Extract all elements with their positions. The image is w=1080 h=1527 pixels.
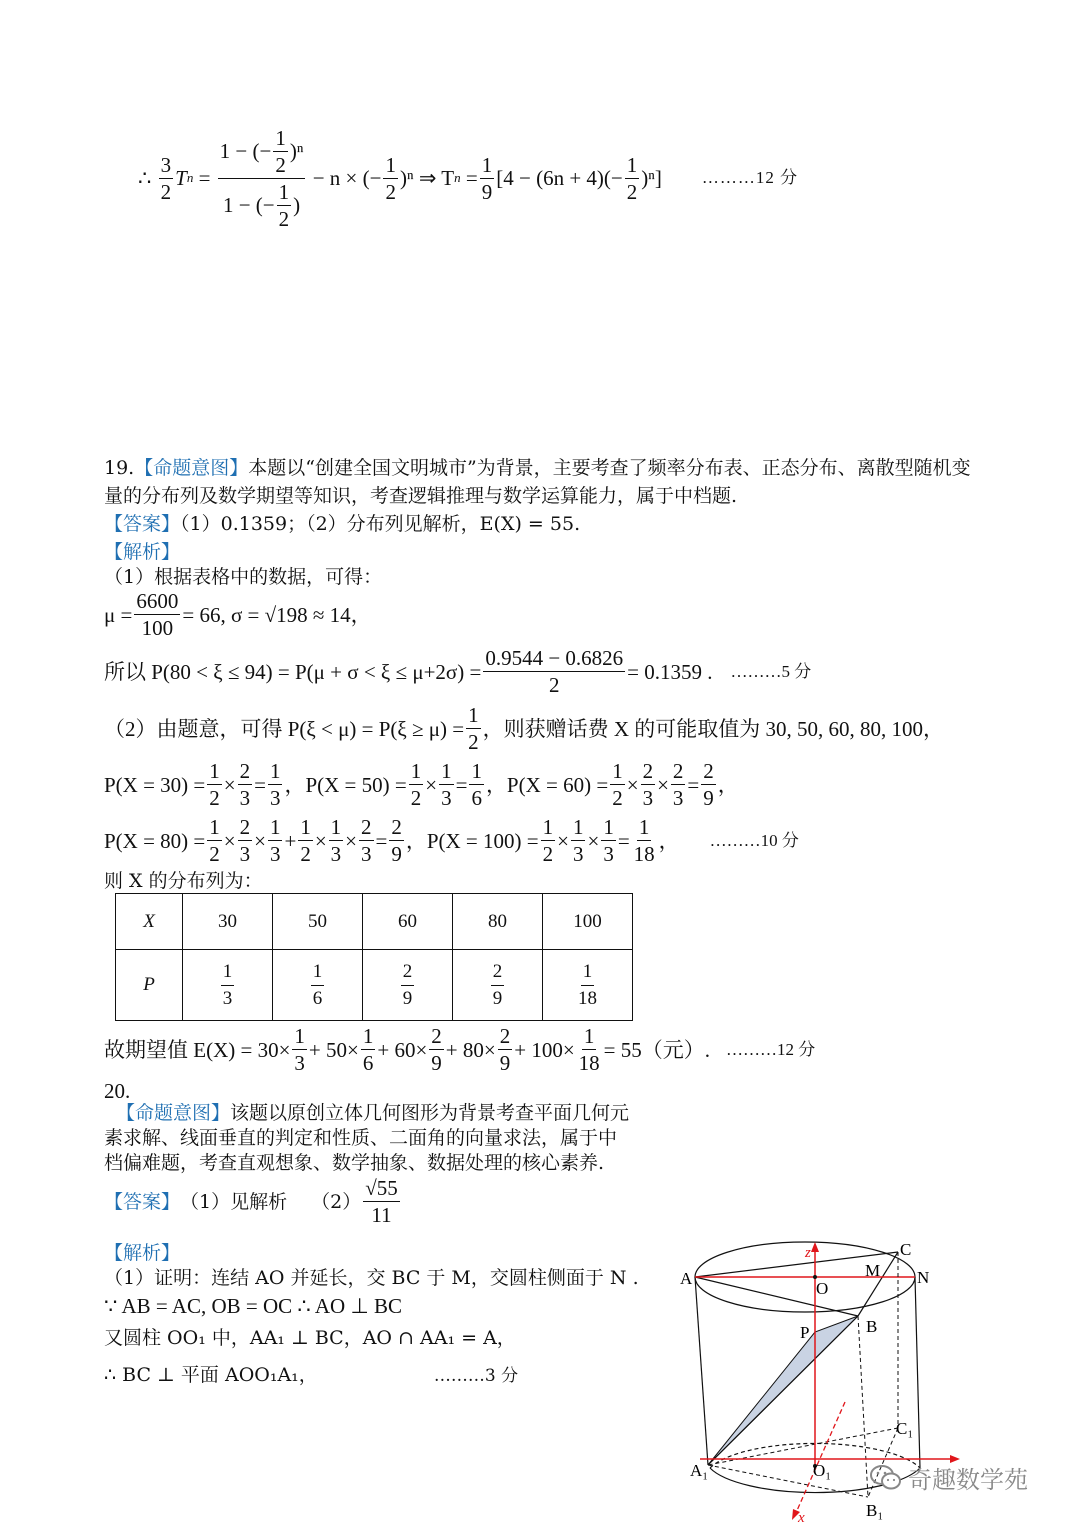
q20-answer-2: （2） — [311, 1190, 362, 1213]
mu-equation — [104, 588, 372, 641]
f-2-3: $\frac{2}{3}$ — [239, 759, 251, 810]
minus-n: − n × (− — [312, 166, 382, 190]
sqrt55-num: √55 — [365, 1176, 398, 1200]
proof-line4 — [104, 1362, 518, 1389]
distribution-table — [115, 893, 633, 1021]
q20-answer-1: （1）见解析 — [180, 1190, 288, 1213]
half-num-3: 1 — [385, 152, 396, 177]
line-bb1 — [858, 1316, 868, 1497]
table-cell: $\frac{1}{3}$ — [183, 950, 273, 1021]
proof-line1: （1）证明：连结 AO 并延长，交 BC 于 M，交圆柱侧面于 N . — [104, 1267, 639, 1289]
g4: $\frac{1}{2}$ — [300, 815, 311, 866]
sqrt55-den: 11 — [371, 1203, 392, 1227]
f-2-3c: $\frac{2}{3}$ — [672, 759, 684, 810]
sqrt55-frac — [363, 1175, 400, 1228]
expectation-line — [104, 1023, 815, 1076]
q19-intent-label: 【命题意图】 — [134, 457, 249, 479]
g2: $\frac{2}{3}$ — [239, 815, 251, 866]
half-num-2: 1 — [278, 179, 290, 204]
eq-sign: = — [465, 166, 478, 190]
h3: $\frac{1}{3}$ — [603, 815, 614, 866]
z-arrow — [811, 1242, 819, 1252]
expect-rest: = 55（元）. — [603, 1037, 711, 1062]
f-1-3b: $\frac{1}{3}$ — [441, 759, 452, 810]
e1: $\frac{1}{3}$ — [294, 1024, 305, 1075]
q20-answer-label: 【答案】 — [104, 1190, 181, 1213]
implies-t: )ⁿ ⇒ T — [399, 166, 455, 190]
big-frac-num — [218, 125, 306, 179]
f-1-2c: $\frac{1}{2}$ — [612, 759, 623, 810]
f-2-9: $\frac{2}{9}$ — [703, 759, 714, 810]
g1: $\frac{1}{2}$ — [209, 815, 220, 866]
px-line2: P(X = 80) = $\frac{1}{2}$ × $\frac{2}{3}$ × $\frac{1}{3}$ + $\frac{1}{2}$ × $\frac{1}{3}$ × $\frac{2}{3}$ = $\frac{2}{9}$ ，P(X = 100) = $\frac{1}{2}$ × $\frac{1}{3}$ × $\frac{1}{3}$ = $\frac{1}{18}$ ， ………10 分 — [104, 815, 799, 866]
table-row — [116, 950, 633, 1021]
mu-den: 100 — [141, 616, 174, 640]
label-a: A — [680, 1269, 693, 1288]
half-den-3: 2 — [385, 179, 396, 204]
q20-intent-line3: 档偏难题，考查直观想象、数学抽象、数据处理的核心素养. — [104, 1152, 605, 1174]
e5: $\frac{1}{18}$ — [578, 1024, 600, 1075]
tn-equation: ∴ $\frac{3}{2}$ T n = 1 − (− $\frac{1}{2}$ )ⁿ 1 − (− $\frac{1}{2}$ ) − n × (− $\frac{1}{2}$ )ⁿ ⇒ T n = $\frac{1}{9}$ [4 − (6n + 4)(− $\frac{1}{2}$ )ⁿ] ………12 分 — [138, 125, 799, 231]
label-o1: O₁ — [813, 1461, 832, 1480]
ninth-frac — [480, 152, 495, 205]
f-2-3b: $\frac{2}{3}$ — [642, 759, 654, 810]
q20-intent-line1 — [116, 1100, 629, 1126]
g6: $\frac{2}{3}$ — [361, 815, 372, 866]
table-header-cell: 80 — [453, 894, 543, 950]
expect-t4: + 80× — [445, 1037, 496, 1062]
part2-prefix: （2）由题意，可得 P(ξ < μ) = P(ξ ≥ μ) = — [104, 716, 465, 741]
f-1-2b: $\frac{1}{2}$ — [410, 759, 422, 810]
q19-number: 19. — [104, 457, 135, 479]
table-header-cell: 50 — [273, 894, 363, 950]
mu-lhs: μ = — [104, 602, 133, 627]
table-cell: P — [116, 950, 183, 1021]
label-b: B — [866, 1317, 878, 1336]
table-header-cell: X — [116, 894, 183, 950]
q19-intent-text1: 本题以“创建全国文明城市”为背景，主要考查了频率分布表、正态分布、离散型随机变 — [248, 457, 971, 479]
num-text: 1 − (− — [219, 139, 272, 163]
g7: $\frac{2}{9}$ — [391, 815, 402, 866]
q20-intent-line2: 素求解、线面垂直的判定和性质、二面角的向量求法，属于中 — [104, 1127, 618, 1149]
part2-den: 2 — [468, 730, 479, 754]
pow-text: )ⁿ — [289, 139, 304, 163]
q20-intent-label: 【命题意图】 — [116, 1102, 231, 1124]
den-text: 1 − (− — [222, 193, 275, 217]
q20-number: 20. — [104, 1079, 131, 1103]
prob-den: 2 — [549, 673, 560, 697]
label-p: P — [800, 1323, 810, 1342]
mu-num: 6600 — [136, 589, 179, 613]
score-5: ………5 分 — [730, 661, 812, 681]
fraction-3-2 — [159, 152, 174, 205]
px80-label: P(X = 80) = — [104, 828, 206, 853]
label-n: N — [917, 1268, 930, 1287]
label-z: z — [805, 1245, 811, 1261]
prob-frac — [483, 645, 625, 698]
half-frac-3 — [383, 152, 398, 205]
line-a1b — [708, 1316, 858, 1465]
table-cell: $\frac{2}{9}$ — [363, 950, 453, 1021]
half-den: 2 — [275, 152, 286, 177]
e4: $\frac{2}{9}$ — [499, 1024, 511, 1075]
half-den-4: 2 — [626, 179, 638, 204]
score-12-top: ………12 分 — [701, 168, 799, 187]
den-close: ) — [293, 193, 301, 217]
score-12: ………12 分 — [726, 1039, 816, 1059]
g5: $\frac{1}{3}$ — [330, 815, 342, 866]
half-num: 1 — [275, 125, 286, 150]
part2-line — [104, 702, 944, 755]
q19-intent-line1 — [104, 455, 971, 481]
ninth-den: 9 — [481, 179, 493, 204]
h4: $\frac{1}{18}$ — [633, 815, 655, 866]
f-1-3: $\frac{1}{3}$ — [269, 759, 281, 810]
part2-num: 1 — [468, 703, 479, 727]
q20-answer-line — [104, 1175, 402, 1228]
half-num-4: 1 — [626, 152, 638, 177]
label-x: x — [798, 1510, 805, 1522]
q19-answer-label: 【答案】 — [104, 513, 181, 535]
expect-t3: + 60× — [377, 1037, 428, 1062]
expect-t5: + 100× — [514, 1037, 575, 1062]
score-3: ………3 分 — [433, 1366, 519, 1386]
prob-equation — [104, 645, 811, 698]
table-cell: $\frac{2}{9}$ — [453, 950, 543, 1021]
frac-den: 2 — [160, 179, 172, 204]
expect-t2: + 50× — [308, 1037, 359, 1062]
ninth-num: 1 — [481, 152, 493, 177]
px50-label: ，P(X = 50) = — [284, 772, 407, 797]
q19-answer-text: （1）0.1359；（2）分布列见解析，E(X) = 55. — [180, 513, 581, 535]
prob-rest: = 0.1359 . — [627, 659, 713, 684]
dist-intro: 则 X 的分布列为： — [104, 870, 263, 892]
label-a1: A₁ — [690, 1461, 709, 1480]
frac-num: 3 — [160, 152, 172, 177]
watermark — [870, 1460, 1028, 1495]
bracket-close: )ⁿ] — [641, 166, 662, 190]
half-frac-2 — [277, 179, 292, 232]
px100-label: ，P(X = 100) = — [405, 828, 539, 853]
label-o: O — [816, 1279, 829, 1298]
mu-rest: = 66, σ = √198 ≈ 14， — [182, 602, 372, 627]
mu-frac — [134, 588, 180, 641]
g3: $\frac{1}{3}$ — [269, 815, 281, 866]
half-frac — [273, 125, 288, 178]
label-b1: B₁ — [866, 1501, 884, 1520]
label-c: C — [900, 1240, 912, 1259]
table-cell: $\frac{1}{6}$ — [273, 950, 363, 1021]
proof-line2: ∵ AB = AC, OB = OC ∴ AO ⊥ BC — [104, 1294, 403, 1318]
h1: $\frac{1}{2}$ — [542, 815, 554, 866]
half-den-2: 2 — [278, 206, 290, 231]
q20-analysis-label: 【解析】 — [104, 1242, 181, 1264]
table-header-cell: 30 — [183, 894, 273, 950]
table-header-cell: 100 — [543, 894, 633, 950]
f-1-2: $\frac{1}{2}$ — [209, 759, 220, 810]
px30-label: P(X = 30) = — [104, 772, 206, 797]
proof-line3: 又圆柱 OO₁ 中，AA₁ ⊥ BC，AO ∩ AA₁ = A， — [104, 1327, 516, 1349]
line-ab — [695, 1277, 858, 1316]
table-cell: $\frac{1}{18}$ — [543, 950, 633, 1021]
half-frac-4 — [625, 152, 640, 205]
f-1-6: $\frac{1}{6}$ — [471, 759, 482, 810]
table-row — [116, 894, 633, 950]
px60-label: ，P(X = 60) = — [485, 772, 609, 797]
q19-part1-intro: （1）根据表格中的数据，可得： — [104, 566, 383, 588]
q19-answer-line — [104, 511, 580, 537]
q19-intent-line2: 量的分布列及数学期望等知识，考查逻辑推理与数学运算能力，属于中档题. — [104, 485, 738, 507]
label-c1: C₁ — [896, 1419, 914, 1438]
px-line1: P(X = 30) = $\frac{1}{2}$ × $\frac{2}{3}$ = $\frac{1}{3}$ ，P(X = 50) = $\frac{1}{2}$ × $\frac{1}{3}$ = $\frac{1}{6}$ ，P(X = 60) = $\frac{1}{2}$ × $\frac{2}{3}$ × $\frac{2}{3}$ = $\frac{2}{9}$ ， — [104, 759, 739, 810]
bracket-text: [4 − (6n + 4)(− — [496, 166, 623, 190]
therefore-symbol: ∴ — [138, 166, 152, 190]
q19-analysis-label: 【解析】 — [104, 541, 181, 563]
part2-rest: ，则获赠话费 X 的可能取值为 30, 50, 60, 80, 100， — [482, 716, 945, 741]
part2-frac — [466, 702, 481, 755]
t-var: T — [175, 166, 187, 190]
e3: $\frac{2}{9}$ — [431, 1024, 442, 1075]
table-header-cell: 60 — [363, 894, 453, 950]
watermark-text: 奇趣数学苑 — [908, 1466, 1028, 1494]
q20-intent-text1: 该题以原创立体几何图形为背景考查平面几何元 — [230, 1102, 630, 1124]
label-m: M — [865, 1261, 881, 1280]
big-fraction — [218, 125, 306, 232]
score-10: ………10 分 — [709, 830, 799, 850]
proof4-text: ∴ BC ⊥ 平面 AOO₁A₁， — [104, 1364, 318, 1386]
wechat-icon — [870, 1464, 902, 1492]
h2: $\frac{1}{3}$ — [572, 815, 584, 866]
expect-prefix: 故期望值 E(X) = 30× — [104, 1037, 291, 1062]
big-frac-den — [221, 179, 302, 232]
right-side — [915, 1277, 920, 1468]
prob-prefix: 所以 P(80 < ξ ≤ 94) = P(μ + σ < ξ ≤ μ+2σ) = — [104, 659, 482, 684]
left-side — [695, 1277, 708, 1465]
prob-num: 0.9544 − 0.6826 — [485, 646, 624, 670]
e2: $\frac{1}{6}$ — [362, 1024, 374, 1075]
